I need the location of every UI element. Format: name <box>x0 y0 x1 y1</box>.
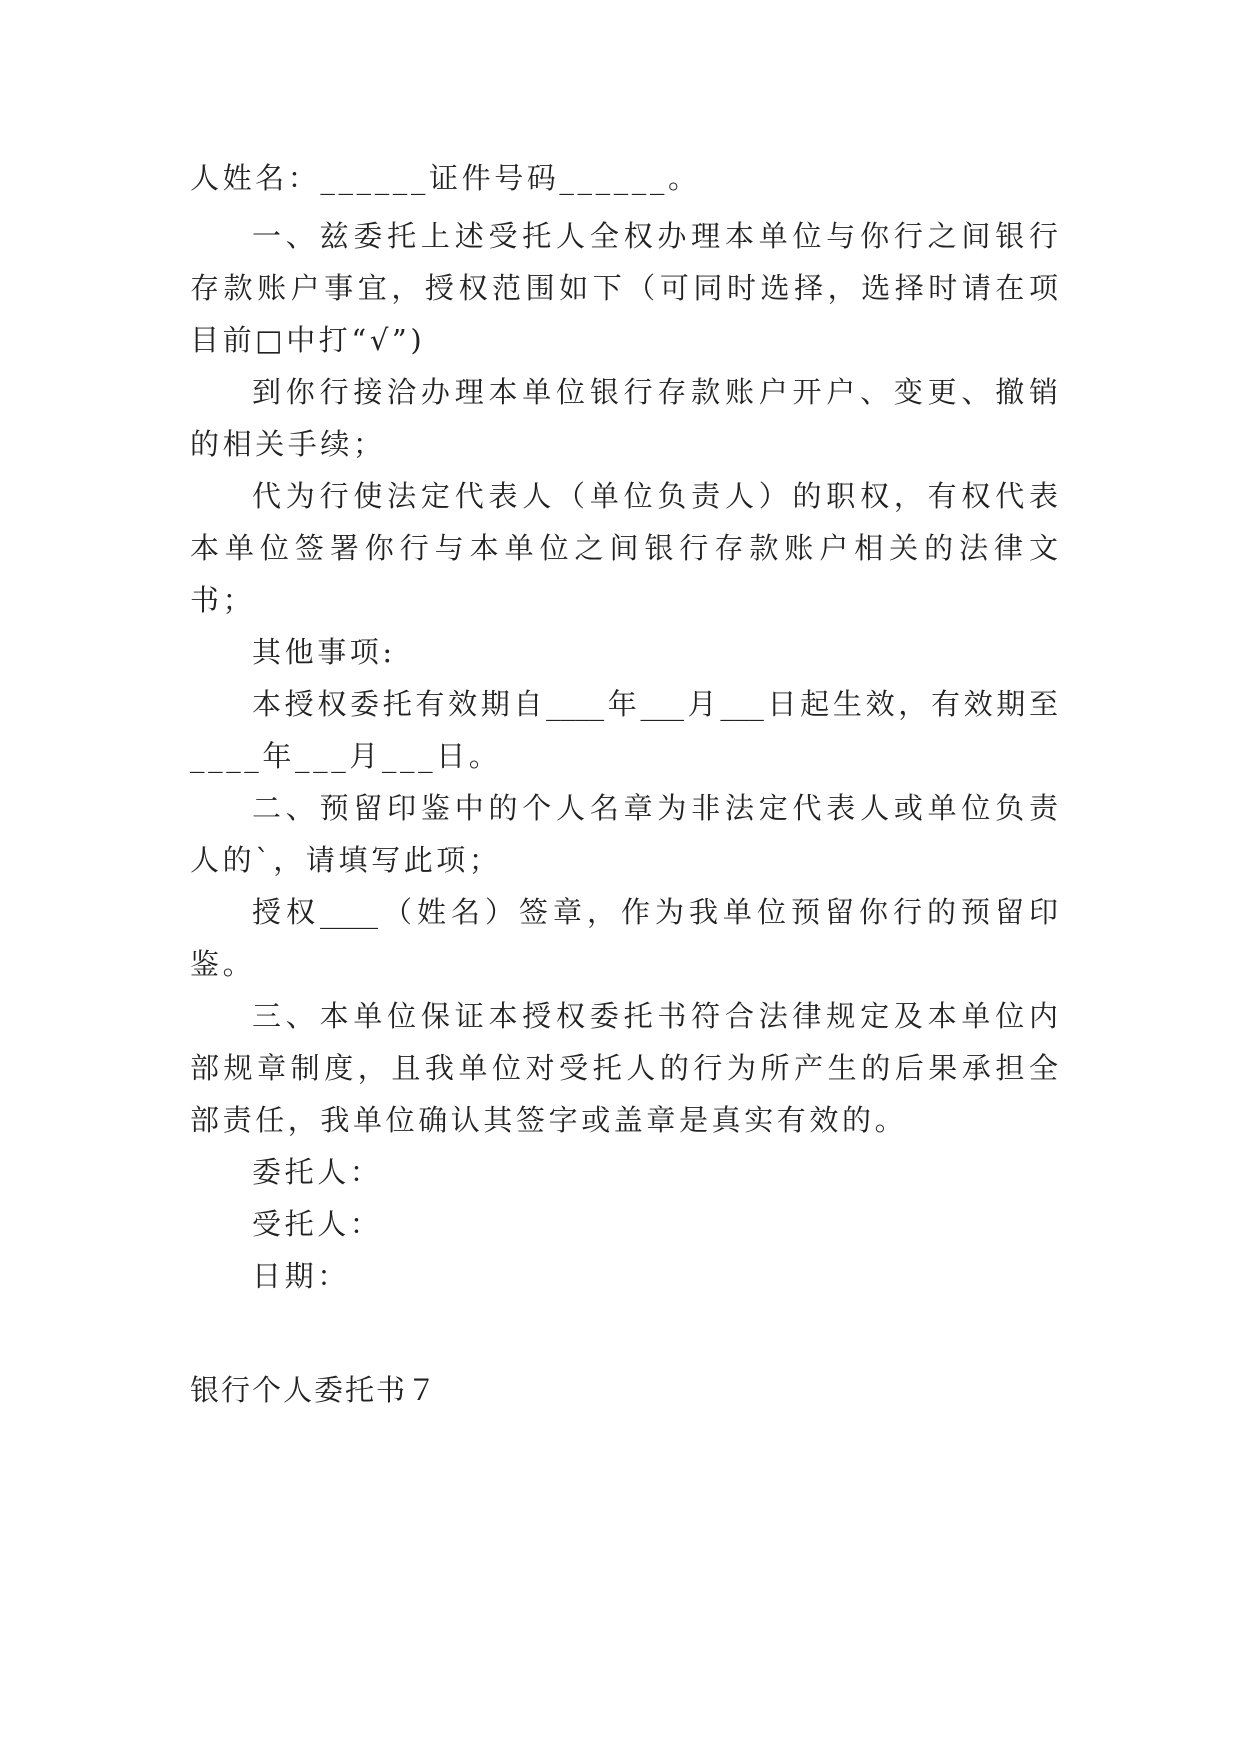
agent-signature-label: 受托人： <box>252 1207 383 1241</box>
clause-one-line-2: 存款账户事宜，授权范围如下（可同时选择，选择时请在项 <box>190 271 1058 305</box>
clause-two-line-2: 人的`，请填写此项； <box>190 843 502 877</box>
clause-three-line-3: 部责任，我单位确认其签字或盖章是真实有效的。 <box>190 1103 908 1137</box>
scope-sign-line-3: 书； <box>190 583 256 617</box>
clause-two-line-1: 二、预留印鉴中的个人名章为非法定代表人或单位负责 <box>252 791 1058 825</box>
validity-line-1: 本授权委托有效期自____年___月___日起生效，有效期至 <box>252 687 1058 721</box>
clause-one-line-1: 一、兹委托上述受托人全权办理本单位与你行之间银行 <box>252 219 1058 253</box>
scope-sign-line-1: 代为行使法定代表人（单位负责人）的职权，有权代表 <box>252 479 1058 513</box>
next-section-heading: 银行个人委托书７ <box>190 1373 439 1407</box>
other-matters-line: 其他事项: <box>252 635 396 669</box>
clause-three-line-1: 三、本单位保证本授权委托书符合法律规定及本单位内 <box>252 999 1058 1033</box>
clause-three-line-2: 部规章制度，且我单位对受托人的行为所产生的后果承担全 <box>190 1051 1058 1085</box>
validity-line-2: ____年___月___日。 <box>190 739 502 773</box>
scope-sign-line-2: 本单位签署你行与本单位之间银行存款账户相关的法律文 <box>190 531 1058 565</box>
date-label: 日期： <box>252 1259 350 1293</box>
scope-account-line-1: 到你行接洽办理本单位银行存款账户开户、变更、撤销 <box>252 375 1058 409</box>
seal-authorization-line-1: 授权____（姓名）签章，作为我单位预留你行的预留印 <box>252 895 1058 929</box>
agent-name-id-line: 人姓名：______证件号码______。 <box>190 161 701 195</box>
principal-signature-label: 委托人： <box>252 1155 383 1189</box>
clause-one-line-3: 目前□中打“√”) <box>190 323 426 357</box>
seal-authorization-line-2: 鉴。 <box>190 947 256 981</box>
scope-account-line-2: 的相关手续； <box>190 427 386 461</box>
